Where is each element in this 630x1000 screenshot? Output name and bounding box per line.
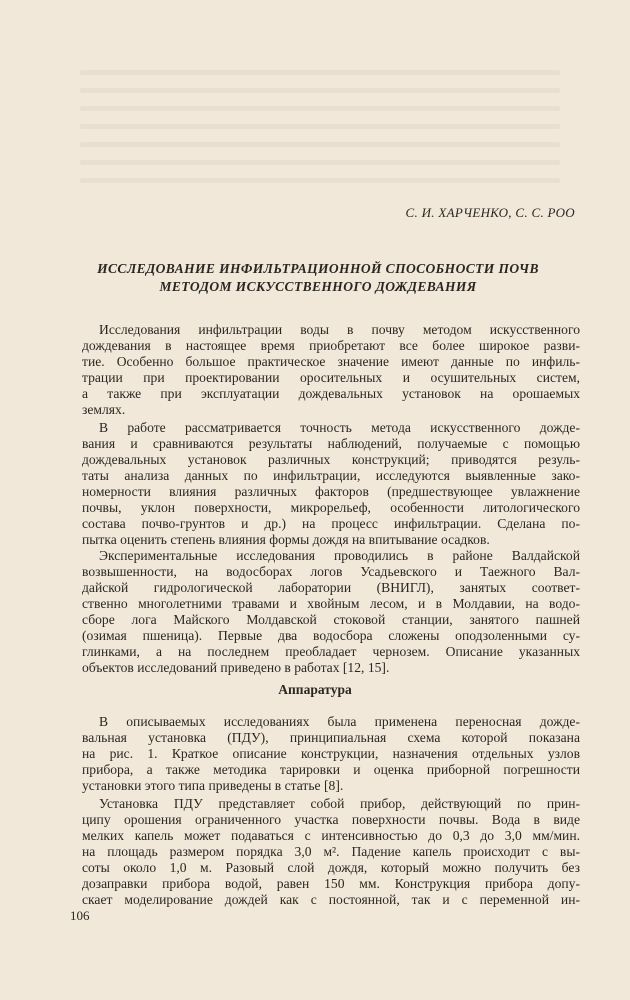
text-line: Экспериментальные исследования проводились в районе Валдайской: [99, 548, 580, 563]
text-line: прибора, а также методика тарировки и оценка приборной погрешности: [82, 762, 580, 777]
text-line: номерности влияния различных факторов (предшествующее увлажнение: [82, 484, 580, 499]
text-line: дозаправки прибора водой, равен 150 мм. Конструкция прибора допу-: [82, 876, 580, 891]
text-line: трации при проектировании оросительных и осушительных систем,: [82, 370, 580, 385]
text-line: вальная установка (ПДУ), принципиальная схема которой показана: [82, 730, 580, 745]
text-line: соты около 1,0 м. Разовый слой дождя, который можно получить без: [82, 860, 580, 875]
text-line: землях.: [82, 402, 126, 417]
text-line: (озимая пшеница). Первые два водосбора сложены оподзоленными су-: [82, 628, 580, 643]
text-line: на площадь размером порядка 3,0 м². Падение капель происходит с вы-: [82, 844, 580, 859]
text-line: вания и сравниваются результаты наблюдений, получаемые с помощью: [82, 436, 580, 451]
bleed-through: [80, 142, 560, 147]
text-line: возвышенности, на водосборах логов Усадьевского и Таежного Вал-: [82, 564, 580, 579]
text-line: ципу орошения ограниченного участка поверхности почвы. Вода в виде: [82, 812, 580, 827]
text-line: В описываемых исследованиях была применена переносная дожде-: [99, 714, 580, 729]
text-line: состава почво-грунтов и др.) на процесс инфильтрации. Сделана по-: [82, 516, 580, 531]
text-line: таты анализа данных по инфильтрации, исследуются выявленные зако-: [82, 468, 580, 483]
text-line: а также при эксплуатации дождевальных установок на орошаемых: [82, 386, 580, 401]
text-line: мелких капель может подаваться с интенсивностью до 0,3 до 3,0 мм/мин.: [82, 828, 580, 843]
text-line: почвы, уклон поверхности, микрорельеф, особенности литологического: [82, 500, 580, 515]
title-line-2: МЕТОДОМ ИСКУССТВЕННОГО ДОЖДЕВАНИЯ: [159, 279, 477, 294]
text-line: тие. Особенно большое практическое значение имеют данные по инфиль-: [82, 354, 580, 369]
text-line: В работе рассматривается точность метода искусственного дожде-: [99, 420, 580, 435]
text-line: дождевания в настоящее время приобретают все более широкое разви-: [82, 338, 580, 353]
text-line: Установка ПДУ представляет собой прибор, действующий по прин-: [99, 796, 580, 811]
bleed-through: [80, 124, 560, 129]
authors: С. И. ХАРЧЕНКО, С. С. РОО: [405, 205, 575, 220]
title-line-1: ИССЛЕДОВАНИЕ ИНФИЛЬТРАЦИОННОЙ СПОСОБНОСТИ ПОЧВ: [97, 261, 539, 276]
page-number: 106: [70, 908, 90, 923]
bleed-through: [80, 160, 560, 165]
text-line: на рис. 1. Краткое описание конструкции, назначения отдельных узлов: [82, 746, 580, 761]
text-line: скает моделирование дождей как с постоянной, так и с переменной ин-: [82, 892, 580, 907]
text-line: объектов исследований приведено в работах [12, 15].: [82, 660, 390, 675]
text-line: дождевальных установок различных конструкций; приводятся резуль-: [82, 452, 580, 467]
bleed-through: [80, 88, 560, 93]
bleed-through: [80, 106, 560, 111]
text-line: ственно многолетними травами и хвойным лесом, и в Молдавии, на водо-: [82, 596, 580, 611]
text-line: глинками, а на последнем преобладает чернозем. Описание указанных: [82, 644, 580, 659]
bleed-through: [80, 178, 560, 183]
section-title: Аппаратура: [278, 682, 352, 697]
article-title: [62, 260, 574, 296]
text-line: пытка оценить степень влияния формы дождя на впитывание осадков.: [82, 532, 490, 547]
text-line: сборе лога Майского Молдавской стоковой станции, занятого пашней: [82, 612, 580, 627]
text-line: установки этого типа приведены в статье [8].: [82, 778, 344, 793]
text-line: дайской гидрологической лаборатории (ВНИГЛ), занятых соответ-: [82, 580, 580, 595]
bleed-through: [80, 70, 560, 75]
text-line: Исследования инфильтрации воды в почву методом искусственного: [99, 322, 580, 337]
